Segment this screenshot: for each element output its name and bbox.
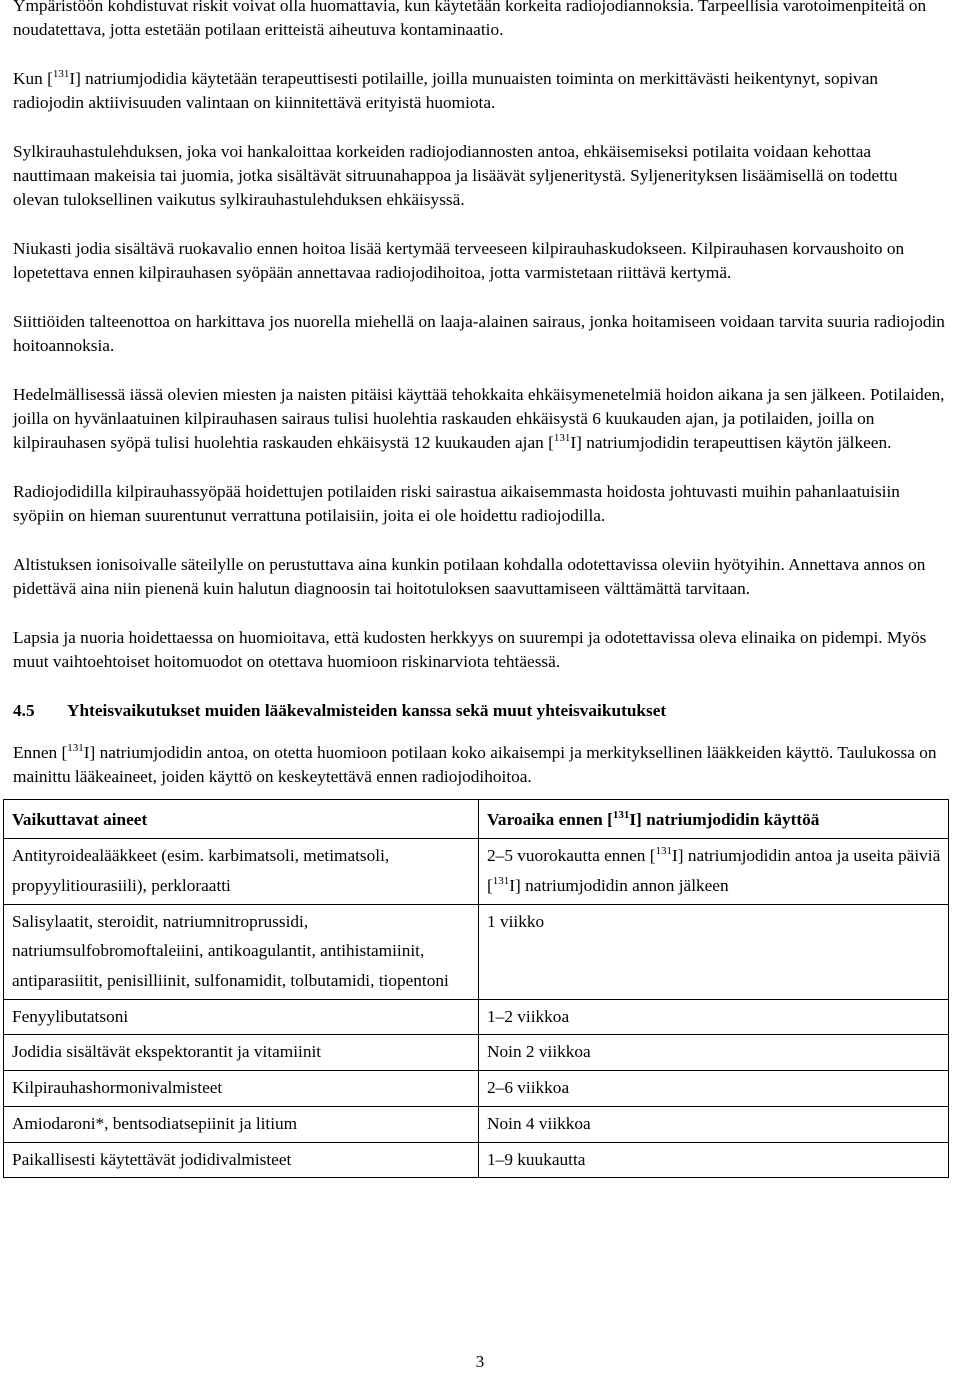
table-row bbox=[4, 1106, 949, 1142]
section-number: 4.5 bbox=[13, 700, 35, 720]
paragraph-contraception: Hedelmällisessä iässä olevien miesten ja naisten pitäisi käyttää tehokkaita ehkäisymenetelmiä hoidon aikana ja sen jälkeen. Potilaiden, joilla on hyvänlaatuinen kilpirauhasen sairaus tulisi huolehtia raskauden ehkäisystä 6 kuukauden ajan, ja potilaiden, joilla on kilpirauhasen syöpä tulisi huolehtia raskauden ehkäisystä 12 kuukauden ajan [$^{131}$I] natriumjodidin terapeuttisen käytön jälkeen. bbox=[13, 384, 945, 453]
table-row bbox=[4, 839, 949, 904]
section-title: Yhteisvaikutukset muiden lääkevalmisteiden kanssa sekä muut yhteisvaikutukset bbox=[67, 700, 667, 720]
paragraph-environment-risk: Ympäristöön kohdistuvat riskit voivat olla huomattavia, kun käytetään korkeita radiojodiannoksia. Tarpeellisia varotoimenpiteitä on noudatettava, jotta estetään potilaan eritteistä aiheutuva kontaminaatio. bbox=[13, 0, 927, 40]
table-row bbox=[4, 904, 949, 999]
table-cell: 2–6 viikkoa bbox=[479, 1071, 949, 1107]
table-cell: 1–2 viikkoa bbox=[479, 999, 949, 1035]
table-row bbox=[4, 1142, 949, 1178]
table-header-cell: Vaikuttavat aineet bbox=[4, 799, 479, 839]
table-cell: Amiodaroni*, bentsodiatsepiinit ja litium bbox=[4, 1106, 479, 1142]
table-row bbox=[4, 1035, 949, 1071]
paragraph-sialadenitis: Sylkirauhastulehduksen, joka voi hankaloittaa korkeiden radiojodiannosten antoa, ehkäisemiseksi potilaita voidaan kehottaa nauttimaan makeisia tai juomia, jotka sisältävät sitruunahappoa ja lisäävät syljeneritystä. Syljenerityksen lisäämisellä on todettu olevan tuloksellinen vaikutus sylkirauhastulehduksen ehkäisyssä. bbox=[13, 141, 898, 210]
paragraph-iodine-diet: Niukasti jodia sisältävä ruokavalio ennen hoitoa lisää kertymää terveeseen kilpirauhaskudokseen. Kilpirauhasen korvaushoito on lopetettava ennen kilpirauhasen syöpään annettavaa radiojodihoitoa, jotta varmistetaan riittävä kertymä. bbox=[13, 238, 905, 283]
table-cell: Noin 4 viikkoa bbox=[479, 1106, 949, 1142]
section-heading bbox=[13, 699, 947, 723]
paragraph-radiation-exposure: Altistuksen ionisoivalle säteilylle on perustuttava aina kunkin potilaan kohdalla odotettavissa oleviin hyötyihin. Annettava annos on pidettävä aina niin pienenä kuin halutun diagnoosin tai hoitotuloksen saavuttamiseen välttämättä tarvitaan. bbox=[13, 554, 926, 599]
paragraph-renal-impairment: Kun [$^{131}$I] natriumjodidia käytetään terapeuttisesti potilaille, joilla munuaisten toiminta on merkittävästi heikentynyt, sopivan radiojodin aktiivisuuden valintaan on kiinnitettävä erityistä huomiota. bbox=[13, 67, 879, 113]
table-cell: Jodidia sisältävät ekspektorantit ja vitamiinit bbox=[4, 1035, 479, 1071]
document-page bbox=[13, 0, 947, 1178]
table-row bbox=[4, 999, 949, 1035]
table-header-cell: Varoaika ennen [$^{131}$I] natriumjodidin käyttöä bbox=[479, 799, 949, 839]
paragraph-children: Lapsia ja nuoria hoidettaessa on huomioitava, että kudosten herkkyys on suurempi ja odotettavissa oleva elinaika on pidempi. Myös muut vaihtoehtoiset hoitomuodot on otettava huomioon riskinarviota tehtäessä. bbox=[13, 627, 927, 672]
page-number: 3 bbox=[475, 1352, 485, 1371]
table-cell: Salisylaatit, steroidit, natriumnitroprussidi, natriumsulfobromoftaleiini, antikoagulantit, antihistamiinit, antiparasiitit, penisilliinit, sulfonamidit, tolbutamidi, tiopentoni bbox=[4, 904, 479, 999]
table-cell: Antityroidealääkkeet (esim. karbimatsoli, metimatsoli, propyylitiourasiili), perkloraatti bbox=[4, 839, 479, 904]
table-header-row bbox=[4, 799, 949, 839]
section-intro: Ennen [$^{131}$I] natriumjodidin antoa, on otetta huomioon potilaan koko aikaisempi ja merkityksellinen lääkkeiden käyttö. Taulukossa on mainittu lääkeaineet, joiden käyttö on keskeytettävä ennen radiojodihoitoa. bbox=[13, 741, 937, 787]
table-cell: Paikallisesti käytettävät jodidivalmisteet bbox=[4, 1142, 479, 1178]
table-cell: 1–9 kuukautta bbox=[479, 1142, 949, 1178]
interaction-table bbox=[3, 799, 949, 1179]
table-cell: 1 viikko bbox=[479, 904, 949, 999]
table-cell: Kilpirauhashormonivalmisteet bbox=[4, 1071, 479, 1107]
table-cell: Noin 2 viikkoa bbox=[479, 1035, 949, 1071]
table-cell: Fenyylibutatsoni bbox=[4, 999, 479, 1035]
paragraph-secondary-cancer: Radiojodidilla kilpirauhassyöpää hoidettujen potilaiden riski sairastua aikaisemmasta hoidosta johtuvasti muihin pahanlaatuisiin syöpiin on hieman suurentunut verrattuna potilaisiin, joita ei ole hoidettu radiojodilla. bbox=[13, 481, 900, 526]
table-row bbox=[4, 1071, 949, 1107]
paragraph-sperm-banking: Siittiöiden talteenottoa on harkittava jos nuorella miehellä on laaja-alainen sairaus, jonka hoitamiseen voidaan tarvita suuria radiojodin hoitoannoksia. bbox=[13, 311, 945, 356]
table-cell: 2–5 vuorokautta ennen [$^{131}$I] natriumjodidin antoa ja useita päiviä [$^{131}$I] natriumjodidin annon jälkeen bbox=[479, 839, 949, 904]
